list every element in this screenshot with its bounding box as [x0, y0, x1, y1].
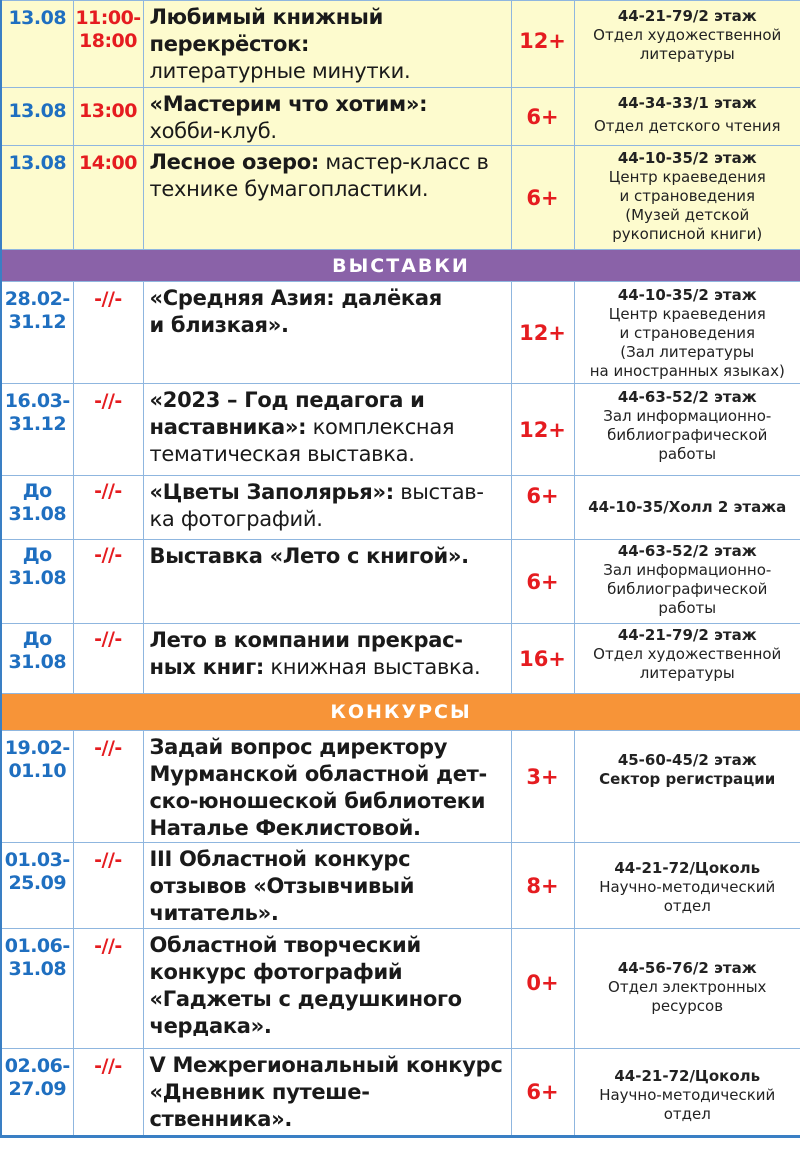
event-title	[143, 540, 511, 624]
phone-floor: 44-34-33/1 этаж	[617, 94, 757, 112]
event-place	[574, 843, 800, 929]
event-time: 14:00	[73, 146, 143, 250]
event-time: 13:00	[73, 88, 143, 146]
event-title	[143, 731, 511, 843]
event-title-bold: V Межрегиональный конкурс «Дневник путеше-ственника».	[149, 1053, 503, 1131]
event-title	[143, 88, 511, 146]
event-time: -//-	[73, 929, 143, 1049]
age-rating: 6+	[511, 540, 574, 624]
event-place	[574, 540, 800, 624]
department: Научно-методический отдел	[599, 878, 776, 915]
department: Центр краеведения и страноведения (Зал литературы на иностранных языках)	[589, 305, 785, 380]
phone-floor: 44-10-35/Холл 2 этажа	[588, 498, 787, 516]
phone-floor: 44-21-79/2 этаж	[617, 7, 757, 25]
department: Научно-методический отдел	[599, 1086, 776, 1123]
event-title	[143, 146, 511, 250]
event-place	[574, 731, 800, 843]
age-rating: 6+	[511, 1049, 574, 1137]
event-date: 13.08	[1, 88, 73, 146]
event-row	[1, 1, 800, 88]
contest-row	[1, 843, 800, 929]
phone-floor: 44-56-76/2 этаж	[617, 959, 757, 977]
event-date: 02.06- 27.09	[1, 1049, 73, 1137]
age-rating: 6+	[511, 146, 574, 250]
event-date: 19.02- 01.10	[1, 731, 73, 843]
event-title-bold: Лесное озеро:	[149, 150, 319, 174]
section-header-contests	[1, 694, 800, 731]
event-title-bold: Выставка «Лето с книгой».	[149, 544, 469, 568]
department: Отдел электронных ресурсов	[608, 978, 767, 1015]
age-rating: 8+	[511, 843, 574, 929]
event-time: -//-	[73, 1049, 143, 1137]
event-title	[143, 282, 511, 384]
event-title-rest: книжная выставка.	[264, 655, 481, 679]
section-title: ВЫСТАВКИ	[1, 250, 800, 282]
section-header-exhibitions	[1, 250, 800, 282]
event-date: До 31.08	[1, 624, 73, 694]
department: Зал информационно- библиографической работы	[603, 407, 772, 463]
event-title-rest: литературные минутки.	[149, 59, 411, 83]
event-time: -//-	[73, 384, 143, 476]
event-time: -//-	[73, 731, 143, 843]
event-title-bold: Любимый книжный перекрёсток:	[149, 5, 384, 56]
event-title-bold: «Цветы Заполярья»:	[149, 480, 394, 504]
event-time: -//-	[73, 843, 143, 929]
event-date: 13.08	[1, 1, 73, 88]
event-title-rest: хобби-клуб.	[149, 119, 277, 143]
event-place	[574, 88, 800, 146]
event-time: -//-	[73, 540, 143, 624]
age-rating: 3+	[511, 731, 574, 843]
phone-floor: 44-10-35/2 этаж	[617, 286, 757, 304]
event-time: -//-	[73, 282, 143, 384]
phone-floor: 44-63-52/2 этаж	[617, 388, 757, 406]
contest-row	[1, 1049, 800, 1137]
event-title-bold: III Областной конкурс отзывов «Отзывчивый читатель».	[149, 847, 415, 925]
phone-floor: 44-63-52/2 этаж	[617, 542, 757, 560]
event-date: До 31.08	[1, 540, 73, 624]
event-place	[574, 146, 800, 250]
phone-floor: 44-10-35/2 этаж	[617, 149, 757, 167]
contest-row	[1, 929, 800, 1049]
event-place	[574, 1, 800, 88]
phone-floor: 44-21-79/2 этаж	[617, 626, 757, 644]
event-title	[143, 843, 511, 929]
event-title	[143, 929, 511, 1049]
event-place	[574, 624, 800, 694]
department: Зал информационно- библиографической работы	[603, 561, 772, 617]
event-place	[574, 929, 800, 1049]
event-title	[143, 1049, 511, 1137]
event-title-rest: комплексная тематическая выставка.	[149, 415, 455, 466]
event-time: -//-	[73, 476, 143, 540]
event-place	[574, 282, 800, 384]
event-title	[143, 476, 511, 540]
exhibition-row	[1, 384, 800, 476]
exhibition-row	[1, 476, 800, 540]
phone-floor: 44-21-72/Цоколь	[614, 1067, 761, 1085]
department: Отдел детского чтения	[593, 117, 781, 135]
event-title-rest: мастер-класс в технике бумагопластики.	[149, 150, 489, 201]
age-rating: 12+	[511, 1, 574, 88]
event-row	[1, 146, 800, 250]
age-rating: 12+	[511, 282, 574, 384]
event-row	[1, 88, 800, 146]
event-title-rest: выстав-ка фотографий.	[149, 480, 484, 531]
event-title	[143, 624, 511, 694]
department: Сектор регистрации	[599, 770, 776, 788]
age-rating: 16+	[511, 624, 574, 694]
event-time: -//-	[73, 624, 143, 694]
event-date: До 31.08	[1, 476, 73, 540]
contest-row	[1, 731, 800, 843]
age-rating: 6+	[511, 476, 574, 540]
event-date: 01.03- 25.09	[1, 843, 73, 929]
events-body	[1, 1, 800, 1137]
event-date: 16.03- 31.12	[1, 384, 73, 476]
phone-floor: 45-60-45/2 этаж	[617, 751, 757, 769]
exhibition-row	[1, 624, 800, 694]
event-title-bold: Лето в компании прекрас-ных книг:	[149, 628, 463, 679]
event-title-bold: «Мастерим что хотим»:	[149, 92, 428, 116]
event-title-bold: «2023 – Год педагога и наставника»:	[149, 388, 425, 439]
section-title: КОНКУРСЫ	[1, 694, 800, 731]
event-title	[143, 384, 511, 476]
department: Отдел художественной литературы	[593, 645, 782, 682]
event-date: 13.08	[1, 146, 73, 250]
phone-floor: 44-21-72/Цоколь	[614, 859, 761, 877]
event-title-bold: Задай вопрос директору Мурманской областной дет-ско-юношеской библиотеки Наталье Феклистовой.	[149, 735, 487, 840]
event-place	[574, 476, 800, 540]
event-time: 11:00- 18:00	[73, 1, 143, 88]
event-title-bold: Областной творческий конкурс фотографий «Гаджеты с дедушкиного чердака».	[149, 933, 462, 1038]
event-date: 28.02- 31.12	[1, 282, 73, 384]
age-rating: 12+	[511, 384, 574, 476]
event-place	[574, 384, 800, 476]
exhibition-row	[1, 540, 800, 624]
age-rating: 6+	[511, 88, 574, 146]
event-title	[143, 1, 511, 88]
event-place	[574, 1049, 800, 1137]
age-rating: 0+	[511, 929, 574, 1049]
event-date: 01.06- 31.08	[1, 929, 73, 1049]
exhibition-row	[1, 282, 800, 384]
department: Отдел художественной литературы	[593, 26, 782, 63]
event-title-bold: «Средняя Азия: далёкая и близкая».	[149, 286, 442, 337]
department: Центр краеведения и страноведения (Музей детской рукописной книги)	[608, 168, 766, 243]
